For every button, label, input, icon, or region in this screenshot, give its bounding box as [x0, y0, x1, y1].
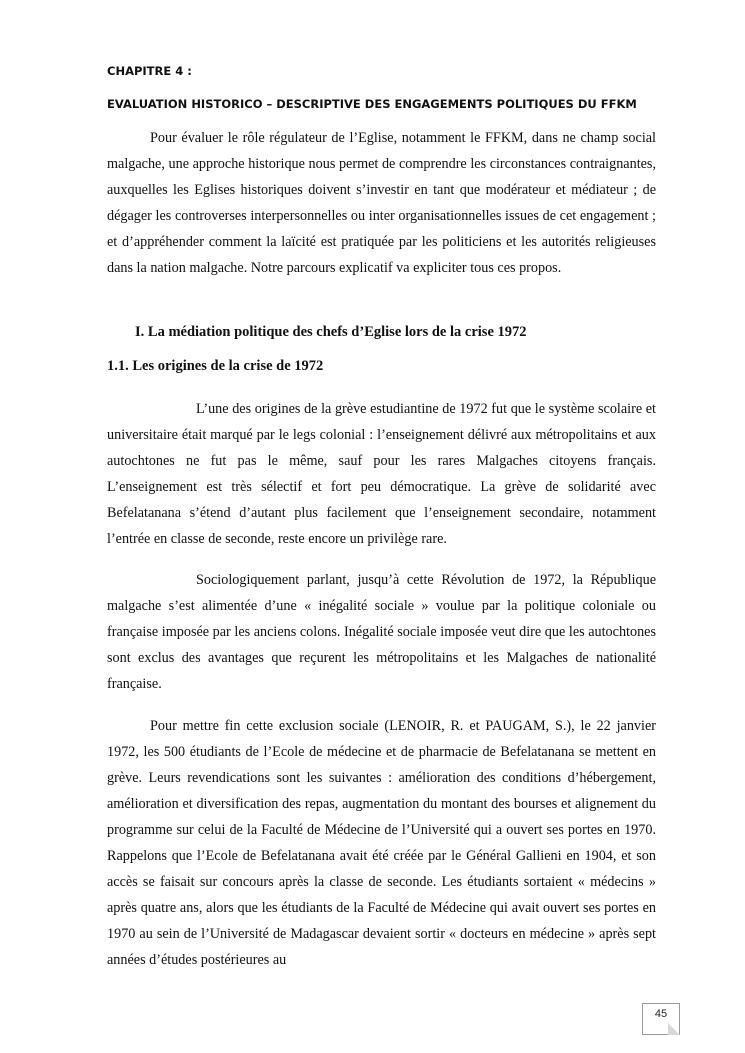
section-heading: I. La médiation politique des chefs d’Eglise lors de la crise 1972	[135, 324, 527, 340]
intro-paragraph: Pour évaluer le rôle régulateur de l’Eglise, notamment le FFKM, dans ne champ social malgache, une approche historique nous permet de comprendre les circonstances contraignantes, auxquelles les Eglises historiques doivent s’investir en tant que modérateur et médiateur ; de dégager les controverses interpersonnelles ou inter organisationnelles issues de cet engagement ; et d’appréhender comment la laïcité est pratiquée par les politiciens et les autorités religieuses dans la nation malgache. Notre parcours explicatif va expliciter tous ces propos.	[107, 130, 656, 276]
page-number: 45	[654, 1008, 668, 1020]
paragraph-sociology: Sociologiquement parlant, jusqu’à cette Révolution de 1972, la République malgache s’est alimentée d’une « inégalité sociale » voulue par la politique coloniale ou française imposée par les anciens colons. Inégalité sociale imposée veut dire que les autochtones sont exclus des avantages que reçurent les métropolitains et les Malgaches de nationalité française.	[107, 572, 656, 692]
paragraph-origins: L’une des origines de la grève estudiantine de 1972 fut que le système scolaire et universitaire était marqué par le legs colonial : l’enseignement délivré aux métropolitains et aux autochtones ne fut pas le même, sauf pour les rares Malgaches citoyens français. L’enseignement est très sélectif et fort peu démocratique. La grève de solidarité avec Befelatanana s’étend d’autant plus facilement que l’enseignement secondaire, notamment l’entrée en classe de seconde, reste encore un privilège rare.	[107, 401, 656, 547]
subsection-heading: 1.1. Les origines de la crise de 1972	[107, 358, 324, 374]
chapter-label: CHAPITRE 4 :	[107, 64, 192, 78]
page-curl-icon	[668, 1023, 680, 1035]
chapter-title: EVALUATION HISTORICO – DESCRIPTIVE DES ENGAGEMENTS POLITIQUES DU FFKM	[107, 97, 637, 111]
page-number-box	[642, 1003, 680, 1035]
paragraph-strike: Pour mettre fin cette exclusion sociale (LENOIR, R. et PAUGAM, S.), le 22 janvier 1972, les 500 étudiants de l’Ecole de médecine et de pharmacie de Befelatanana se mettent en grève. Leurs revendications sont les suivantes : amélioration des conditions d’hébergement, amélioration et diversification des repas, augmentation du montant des bourses et alignement du programme sur celui de la Faculté de Médecine de l’Université qui a ouvert ses portes en 1970. Rappelons que l’Ecole de Befelatanana avait été créée par le Général Gallieni en 1904, et son accès se faisait sur concours après la classe de seconde. Les étudiants sortaient « médecins » après quatre ans, alors que les étudiants de la Faculté de Médecine qui avait ouvert ses portes en 1970 au sein de l’Université de Madagascar devaient sortir « docteurs en médecine » après sept années d’études postérieures au	[107, 718, 656, 968]
